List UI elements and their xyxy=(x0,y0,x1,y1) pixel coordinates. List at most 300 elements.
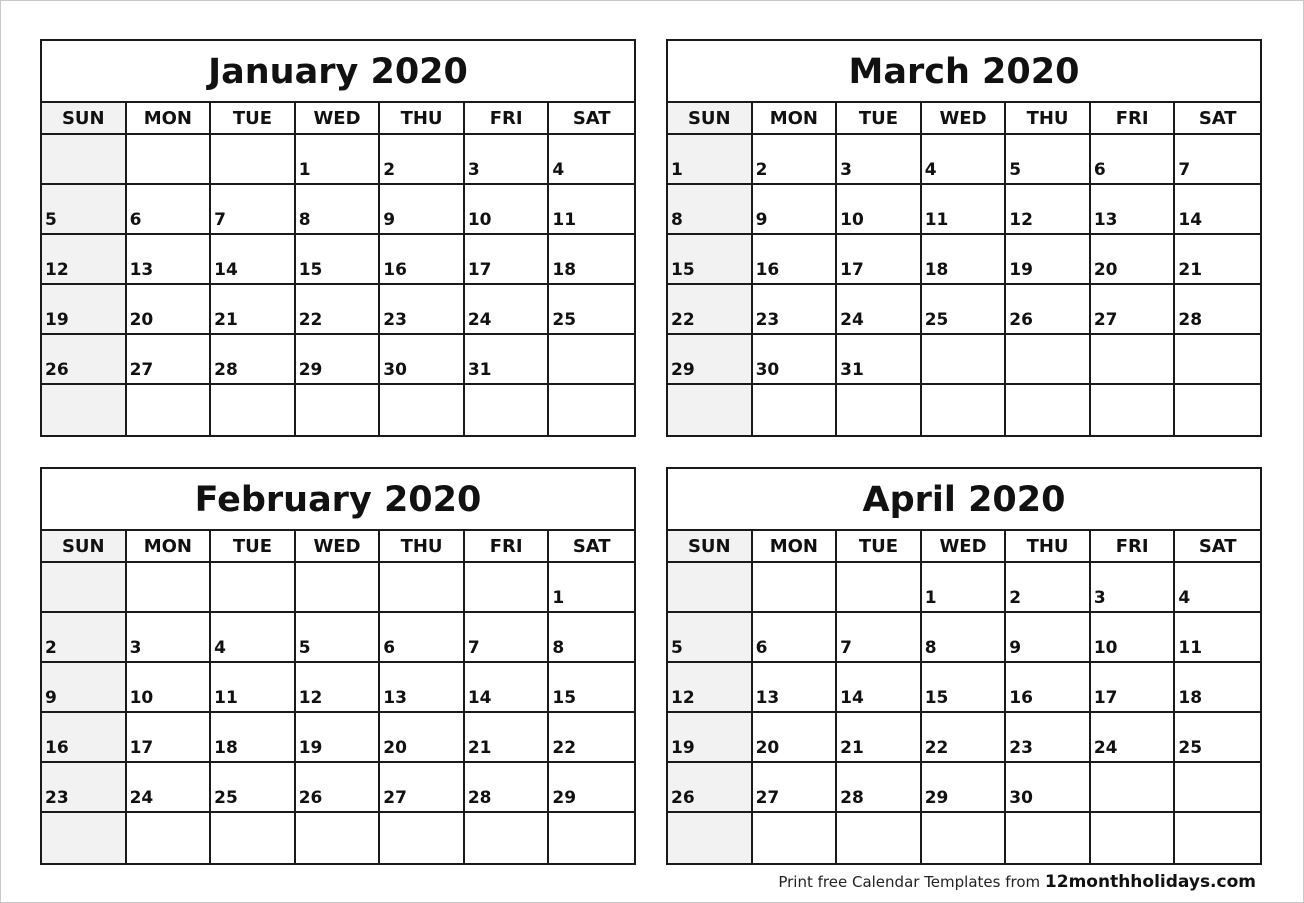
day-number: 11 xyxy=(1178,638,1203,658)
day-cell xyxy=(1006,335,1091,385)
day-cell xyxy=(42,385,127,435)
day-cell xyxy=(837,335,922,385)
day-number: 1 xyxy=(924,588,937,608)
weekday-header: SUN xyxy=(668,531,753,563)
day-cell xyxy=(922,285,1007,335)
day-cell xyxy=(753,663,838,713)
day-cell xyxy=(127,663,212,713)
day-number: 6 xyxy=(383,638,396,658)
day-cell xyxy=(922,135,1007,185)
weekday-header: SUN xyxy=(42,103,127,135)
day-number: 10 xyxy=(840,210,864,230)
day-number: 2 xyxy=(1009,588,1022,608)
day-number: 20 xyxy=(129,310,154,330)
day-number: 18 xyxy=(214,738,238,758)
calendar-february xyxy=(40,467,636,865)
day-cell xyxy=(296,335,381,385)
day-cell xyxy=(837,285,922,335)
day-cell xyxy=(211,135,296,185)
weekday-header: MON xyxy=(753,531,838,563)
day-cell xyxy=(1175,563,1260,613)
day-cell xyxy=(465,563,550,613)
day-number: 26 xyxy=(671,788,695,808)
day-cell xyxy=(380,385,465,435)
day-cell xyxy=(1006,135,1091,185)
weekday-header: FRI xyxy=(1091,531,1176,563)
day-number: 26 xyxy=(1009,310,1033,330)
day-cell xyxy=(1175,713,1260,763)
day-number: 23 xyxy=(755,310,780,330)
day-cell xyxy=(549,813,634,863)
day-cell xyxy=(753,335,838,385)
weekday-header: SAT xyxy=(1175,531,1260,563)
day-cell xyxy=(380,563,465,613)
day-cell xyxy=(1091,285,1176,335)
day-number: 18 xyxy=(1178,688,1203,708)
day-number: 27 xyxy=(383,788,407,808)
day-cell xyxy=(42,813,127,863)
day-number: 13 xyxy=(129,260,154,280)
day-cell xyxy=(549,563,634,613)
day-cell xyxy=(753,185,838,235)
weekday-header: TUE xyxy=(837,531,922,563)
day-cell xyxy=(837,763,922,813)
day-number: 11 xyxy=(552,210,577,230)
weekday-header: SUN xyxy=(668,103,753,135)
day-cell xyxy=(465,663,550,713)
day-number: 14 xyxy=(467,688,492,708)
day-number: 20 xyxy=(755,738,780,758)
day-number: 21 xyxy=(840,738,864,758)
day-cell xyxy=(380,335,465,385)
weekday-header: THU xyxy=(380,103,465,135)
day-number: 4 xyxy=(214,638,226,658)
day-number: 14 xyxy=(840,688,864,708)
day-cell xyxy=(837,135,922,185)
day-number: 3 xyxy=(129,638,142,658)
day-cell xyxy=(1091,235,1176,285)
day-number: 29 xyxy=(924,788,949,808)
day-number: 12 xyxy=(298,688,323,708)
day-number: 15 xyxy=(298,260,323,280)
day-cell xyxy=(1175,813,1260,863)
day-cell xyxy=(211,713,296,763)
day-number: 5 xyxy=(298,638,311,658)
day-number: 30 xyxy=(383,360,407,380)
day-cell xyxy=(922,335,1007,385)
day-number: 24 xyxy=(1093,738,1118,758)
calendar-grid xyxy=(668,103,1260,435)
day-cell xyxy=(127,335,212,385)
day-cell xyxy=(380,613,465,663)
day-cell xyxy=(549,285,634,335)
day-cell xyxy=(42,763,127,813)
day-cell xyxy=(1175,763,1260,813)
day-number: 7 xyxy=(467,638,480,658)
day-cell xyxy=(1006,663,1091,713)
day-cell xyxy=(1006,563,1091,613)
day-cell xyxy=(1175,385,1260,435)
day-cell xyxy=(296,713,381,763)
day-number: 24 xyxy=(129,788,154,808)
day-cell xyxy=(668,713,753,763)
day-number: 10 xyxy=(129,688,154,708)
day-cell xyxy=(380,713,465,763)
day-number: 29 xyxy=(671,360,695,380)
day-cell xyxy=(42,185,127,235)
day-number: 5 xyxy=(45,210,57,230)
weekday-header: SAT xyxy=(1175,103,1260,135)
day-cell xyxy=(668,335,753,385)
day-number: 11 xyxy=(924,210,949,230)
day-number: 25 xyxy=(552,310,577,330)
weekday-header: SAT xyxy=(549,103,634,135)
day-cell xyxy=(465,763,550,813)
day-cell xyxy=(668,285,753,335)
day-cell xyxy=(922,813,1007,863)
day-cell xyxy=(837,385,922,435)
day-cell xyxy=(668,563,753,613)
day-cell xyxy=(465,285,550,335)
day-number: 25 xyxy=(924,310,949,330)
day-cell xyxy=(668,235,753,285)
day-number: 11 xyxy=(214,688,238,708)
day-cell xyxy=(296,663,381,713)
day-cell xyxy=(549,763,634,813)
day-cell xyxy=(753,813,838,863)
day-number: 12 xyxy=(671,688,695,708)
day-number: 19 xyxy=(1009,260,1033,280)
day-number: 19 xyxy=(298,738,323,758)
day-number: 28 xyxy=(1178,310,1203,330)
weekday-header: MON xyxy=(753,103,838,135)
day-number: 9 xyxy=(383,210,396,230)
day-cell xyxy=(380,663,465,713)
day-number: 30 xyxy=(1009,788,1033,808)
day-cell xyxy=(753,135,838,185)
day-number: 6 xyxy=(1093,160,1106,180)
day-cell xyxy=(127,135,212,185)
day-cell xyxy=(668,135,753,185)
day-number: 15 xyxy=(671,260,695,280)
day-cell xyxy=(1091,335,1176,385)
day-number: 19 xyxy=(45,310,69,330)
day-cell xyxy=(1006,385,1091,435)
weekday-header: THU xyxy=(1006,531,1091,563)
day-cell xyxy=(1091,663,1176,713)
day-cell xyxy=(922,563,1007,613)
day-cell xyxy=(42,285,127,335)
weekday-header: FRI xyxy=(1091,103,1176,135)
day-cell xyxy=(549,235,634,285)
day-number: 28 xyxy=(467,788,492,808)
day-number: 21 xyxy=(214,310,238,330)
day-number: 23 xyxy=(45,788,69,808)
day-cell xyxy=(380,235,465,285)
day-number: 7 xyxy=(214,210,226,230)
day-cell xyxy=(837,235,922,285)
day-number: 23 xyxy=(1009,738,1033,758)
day-number: 12 xyxy=(1009,210,1033,230)
day-cell xyxy=(549,663,634,713)
day-number: 24 xyxy=(840,310,864,330)
day-cell xyxy=(549,335,634,385)
day-number: 9 xyxy=(1009,638,1022,658)
day-number: 28 xyxy=(840,788,864,808)
day-number: 30 xyxy=(755,360,780,380)
day-number: 10 xyxy=(467,210,492,230)
day-cell xyxy=(922,235,1007,285)
day-number: 7 xyxy=(840,638,852,658)
day-number: 20 xyxy=(1093,260,1118,280)
day-cell xyxy=(753,613,838,663)
day-cell xyxy=(127,713,212,763)
day-cell xyxy=(211,663,296,713)
day-cell xyxy=(1175,235,1260,285)
day-number: 27 xyxy=(1093,310,1118,330)
day-cell xyxy=(549,185,634,235)
day-number: 20 xyxy=(383,738,407,758)
day-number: 21 xyxy=(1178,260,1203,280)
day-cell xyxy=(753,235,838,285)
day-cell xyxy=(922,185,1007,235)
day-number: 27 xyxy=(129,360,154,380)
day-number: 6 xyxy=(129,210,142,230)
day-number: 28 xyxy=(214,360,238,380)
day-cell xyxy=(1006,185,1091,235)
day-number: 16 xyxy=(45,738,69,758)
day-cell xyxy=(42,613,127,663)
day-number: 17 xyxy=(129,738,154,758)
day-number: 1 xyxy=(552,588,565,608)
day-number: 29 xyxy=(298,360,323,380)
day-number: 1 xyxy=(298,160,311,180)
day-number: 23 xyxy=(383,310,407,330)
day-cell xyxy=(1175,335,1260,385)
day-cell xyxy=(668,763,753,813)
day-number: 27 xyxy=(755,788,780,808)
weekday-header: MON xyxy=(127,103,212,135)
weekday-header: FRI xyxy=(465,103,550,135)
day-number: 13 xyxy=(383,688,407,708)
day-number: 21 xyxy=(467,738,492,758)
day-cell xyxy=(1091,563,1176,613)
day-cell xyxy=(837,663,922,713)
weekday-header: TUE xyxy=(837,103,922,135)
day-cell xyxy=(380,763,465,813)
day-number: 29 xyxy=(552,788,577,808)
weekday-header: TUE xyxy=(211,531,296,563)
day-cell xyxy=(211,563,296,613)
day-cell xyxy=(668,613,753,663)
day-cell xyxy=(296,285,381,335)
day-cell xyxy=(753,713,838,763)
day-cell xyxy=(1091,135,1176,185)
day-cell xyxy=(837,713,922,763)
weekday-header: THU xyxy=(1006,103,1091,135)
day-cell xyxy=(42,235,127,285)
day-cell xyxy=(1006,813,1091,863)
day-number: 31 xyxy=(840,360,864,380)
day-cell xyxy=(549,385,634,435)
day-cell xyxy=(837,613,922,663)
day-number: 9 xyxy=(45,688,57,708)
weekday-header: SUN xyxy=(42,531,127,563)
day-cell xyxy=(922,385,1007,435)
day-cell xyxy=(465,713,550,763)
day-cell xyxy=(42,713,127,763)
day-number: 31 xyxy=(467,360,492,380)
day-cell xyxy=(380,185,465,235)
day-cell xyxy=(296,813,381,863)
day-number: 25 xyxy=(1178,738,1203,758)
day-cell xyxy=(127,613,212,663)
calendar-title: January 2020 xyxy=(42,41,634,103)
day-cell xyxy=(668,813,753,863)
day-cell xyxy=(1175,613,1260,663)
calendar-march xyxy=(666,39,1262,437)
day-cell xyxy=(127,813,212,863)
day-cell xyxy=(380,135,465,185)
day-number: 16 xyxy=(1009,688,1033,708)
day-cell xyxy=(1091,385,1176,435)
day-cell xyxy=(296,385,381,435)
day-number: 5 xyxy=(671,638,683,658)
calendar-grid xyxy=(668,531,1260,863)
weekday-header: MON xyxy=(127,531,212,563)
day-cell xyxy=(42,663,127,713)
day-number: 15 xyxy=(552,688,577,708)
day-number: 3 xyxy=(1093,588,1106,608)
day-cell xyxy=(127,285,212,335)
day-cell xyxy=(922,613,1007,663)
day-cell xyxy=(465,185,550,235)
weekday-header: WED xyxy=(922,531,1007,563)
day-number: 16 xyxy=(755,260,780,280)
day-number: 19 xyxy=(671,738,695,758)
calendar-april xyxy=(666,467,1262,865)
day-cell xyxy=(211,185,296,235)
day-cell xyxy=(549,613,634,663)
day-cell xyxy=(753,385,838,435)
day-cell xyxy=(211,335,296,385)
calendar-title: April 2020 xyxy=(668,469,1260,531)
day-cell xyxy=(922,713,1007,763)
day-cell xyxy=(1175,135,1260,185)
weekday-header: TUE xyxy=(211,103,296,135)
day-number: 14 xyxy=(1178,210,1203,230)
day-cell xyxy=(1006,763,1091,813)
footer-credit xyxy=(778,872,1256,892)
day-number: 1 xyxy=(671,160,683,180)
day-number: 7 xyxy=(1178,160,1191,180)
weekday-header: THU xyxy=(380,531,465,563)
day-number: 18 xyxy=(552,260,577,280)
day-cell xyxy=(465,813,550,863)
day-number: 12 xyxy=(45,260,69,280)
day-number: 8 xyxy=(924,638,937,658)
day-cell xyxy=(211,385,296,435)
day-cell xyxy=(211,285,296,335)
day-cell xyxy=(1006,613,1091,663)
day-cell xyxy=(465,335,550,385)
day-number: 22 xyxy=(924,738,949,758)
day-number: 17 xyxy=(467,260,492,280)
day-number: 25 xyxy=(214,788,238,808)
day-number: 4 xyxy=(1178,588,1191,608)
day-number: 17 xyxy=(840,260,864,280)
calendar-january xyxy=(40,39,636,437)
day-number: 5 xyxy=(1009,160,1022,180)
day-number: 2 xyxy=(383,160,396,180)
day-cell xyxy=(42,335,127,385)
day-cell xyxy=(753,563,838,613)
day-cell xyxy=(127,563,212,613)
day-number: 9 xyxy=(755,210,768,230)
weekday-header: WED xyxy=(296,103,381,135)
day-cell xyxy=(1091,713,1176,763)
day-number: 22 xyxy=(298,310,323,330)
day-cell xyxy=(42,563,127,613)
day-cell xyxy=(1091,185,1176,235)
day-number: 8 xyxy=(671,210,683,230)
day-cell xyxy=(837,563,922,613)
day-number: 16 xyxy=(383,260,407,280)
calendar-title: March 2020 xyxy=(668,41,1260,103)
day-cell xyxy=(753,763,838,813)
day-cell xyxy=(296,235,381,285)
day-cell xyxy=(296,563,381,613)
day-cell xyxy=(837,813,922,863)
day-cell xyxy=(127,185,212,235)
day-cell xyxy=(127,763,212,813)
day-cell xyxy=(211,763,296,813)
day-cell xyxy=(296,135,381,185)
day-cell xyxy=(211,613,296,663)
day-number: 4 xyxy=(552,160,565,180)
day-number: 22 xyxy=(671,310,695,330)
weekday-header: WED xyxy=(922,103,1007,135)
day-cell xyxy=(211,813,296,863)
footer-brand-link[interactable]: 12monthholidays.com xyxy=(1044,872,1256,892)
day-cell xyxy=(465,613,550,663)
day-cell xyxy=(1006,285,1091,335)
day-cell xyxy=(549,713,634,763)
day-cell xyxy=(668,663,753,713)
day-number: 14 xyxy=(214,260,238,280)
footer-text: Print free Calendar Templates from xyxy=(778,873,1041,891)
day-number: 15 xyxy=(924,688,949,708)
day-cell xyxy=(211,235,296,285)
day-cell xyxy=(1091,813,1176,863)
day-cell xyxy=(1175,185,1260,235)
day-number: 13 xyxy=(755,688,780,708)
day-number: 3 xyxy=(467,160,480,180)
day-cell xyxy=(1091,763,1176,813)
day-number: 22 xyxy=(552,738,577,758)
day-number: 10 xyxy=(1093,638,1118,658)
day-number: 8 xyxy=(552,638,565,658)
day-cell xyxy=(465,135,550,185)
day-cell xyxy=(1175,663,1260,713)
day-number: 26 xyxy=(298,788,323,808)
day-cell xyxy=(127,235,212,285)
day-number: 4 xyxy=(924,160,937,180)
day-cell xyxy=(837,185,922,235)
day-cell xyxy=(1006,713,1091,763)
day-cell xyxy=(465,235,550,285)
day-number: 8 xyxy=(298,210,311,230)
